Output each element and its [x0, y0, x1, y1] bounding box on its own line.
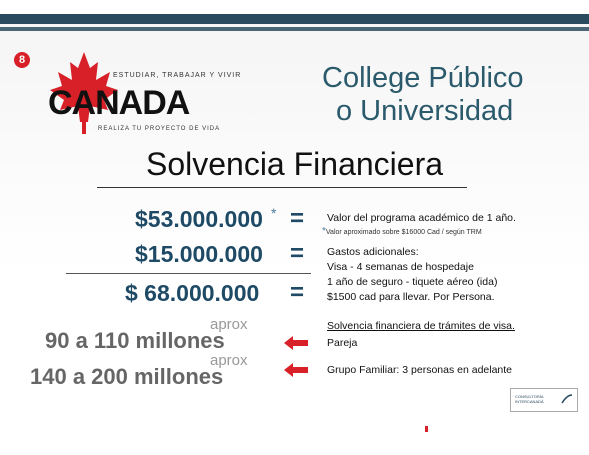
slide-number-badge: 8: [14, 52, 30, 68]
program-note-text: Valor aproximado sobre $16000 Cad / según TRM: [325, 229, 482, 236]
logo-wordmark: CANADA: [48, 84, 190, 122]
extra-cost-1: Visa - 4 semanas de hospedaje: [327, 261, 474, 273]
arrow-left-icon: [284, 336, 308, 350]
consultoria-logo: [510, 388, 578, 412]
program-note-star: *: [322, 226, 326, 237]
couple-label: Pareja: [327, 337, 358, 349]
extra-costs-title: Gastos adicionales:: [327, 246, 419, 258]
amount-program: $53.000.000: [135, 206, 263, 232]
extra-cost-2: 1 año de seguro - tiquete aéreo (ida): [327, 276, 498, 288]
section-heading: Solvencia Financiera: [145, 146, 444, 182]
slide-title-line1: College Público: [322, 62, 524, 94]
logo-tagline-bottom: REALIZA TU PROYECTO DE VIDA: [98, 126, 221, 132]
equals-sign-2: =: [290, 240, 305, 267]
red-mark: [425, 426, 428, 432]
equals-sign-3: =: [290, 279, 305, 306]
header-bar-thin: [0, 27, 589, 31]
range-family-aprox: aprox: [210, 352, 248, 369]
swoosh-icon: [561, 393, 573, 405]
canada-logo: [40, 50, 242, 140]
amount-total: $ 68.000.000: [125, 280, 260, 306]
logo-tagline-top: ESTUDIAR, TRABAJAR Y VIVIR: [113, 72, 242, 79]
top-band: [0, 0, 589, 14]
slide-title-line2: o Universidad: [336, 95, 514, 127]
visa-solvency-title: Solvencia financiera de trámites de visa.: [327, 320, 515, 332]
header-bar: [0, 14, 589, 24]
amount-program-star: *: [271, 205, 277, 221]
consultoria-logo-line1: CONSULTORÍA: [515, 394, 544, 399]
slide-title: [322, 62, 572, 128]
consultoria-logo-text: [515, 394, 544, 404]
program-note: [322, 226, 482, 237]
program-description: Valor del programa académico de 1 año.: [327, 212, 516, 224]
range-family: 140 a 200 millones: [30, 364, 224, 389]
consultoria-logo-line2: INTERCANADÁ: [515, 399, 544, 404]
sum-line: [66, 273, 311, 274]
family-label: Grupo Familiar: 3 personas en adelante: [327, 364, 513, 376]
amount-extra: $15.000.000: [135, 241, 263, 267]
equals-sign-1: =: [290, 205, 305, 232]
arrow-left-icon: [284, 363, 308, 377]
range-couple-aprox: aprox: [210, 316, 248, 333]
range-couple: 90 a 110 millones: [45, 328, 225, 353]
heading-underline: [97, 187, 467, 188]
extra-cost-3: $1500 cad para llevar. Por Persona.: [327, 291, 495, 303]
